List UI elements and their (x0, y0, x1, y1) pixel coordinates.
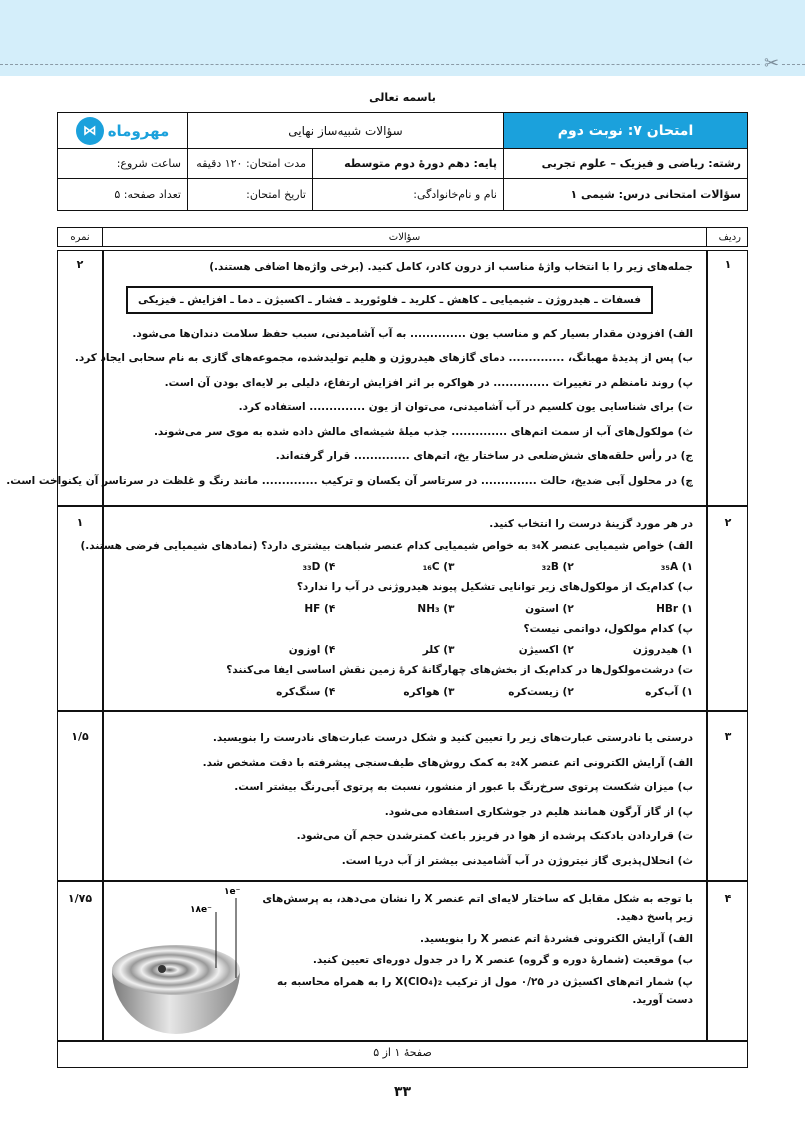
question-score: ۱/۵ (71, 730, 89, 743)
atom-shell-diagram (104, 882, 250, 1038)
question-intro: در هر مورد گزینهٔ درست را انتخاب کنید. (489, 518, 693, 530)
question-score: ۲ (76, 258, 84, 271)
student-name: نام و نام‌خانوادگی: (312, 178, 504, 211)
statement: ب) میزان شکست پرتوی سرخ‌رنگ با عبور از منشور، نسبت به پرتوی آبی‌رنگ بیشتر است. (234, 781, 693, 793)
option[interactable]: ۱) آب‌کره (645, 685, 693, 698)
part-question: ب) کدام‌یک از مولکول‌های زیر توانایی تشکیل پیوند هیدروژنی در آب را ندارد؟ (296, 581, 693, 593)
page-number: ۳۳ (393, 1084, 412, 1100)
divider (57, 1040, 748, 1042)
page-of: صفحهٔ ۱ از ۵ (373, 1046, 432, 1059)
sub-question: ب) موقعیت (شمارهٔ دوره و گروه) عنصر X را در جدول دوره‌ای تعیین کنید. (312, 954, 693, 966)
sentence: چ) در محلول آبی ضدیخ، حالت .............. در سرتاسر آن یکسان و ترکیب .............. مانند رنگ و غلظت در سرتاسر آن یکنواخت است. (6, 474, 693, 487)
option[interactable]: ۳) کلر (422, 644, 455, 656)
question-3 (103, 726, 693, 873)
grade: پایه: دهم دورهٔ دوم متوسطه (312, 148, 504, 179)
option[interactable]: ۲) استون (525, 602, 574, 615)
question-score: ۱ (76, 516, 84, 529)
scissors-icon: ✂ (764, 53, 780, 74)
option[interactable]: ۲) زیست‌کره (508, 685, 574, 698)
part-question: الف) خواص شیمیایی عنصر ₃₄X به خواص شیمیایی کدام عنصر شباهت بیشتری دارد؟ (نمادهای شیمیایی فرضی هستند.) (80, 539, 693, 552)
part-question: ت) درشت‌مولکول‌ها در کدام‌یک از بخش‌های چهارگانهٔ کرهٔ زمین نقش اساسی ایفا می‌کنند؟ (226, 664, 693, 676)
sub-question: پ) شمار اتم‌های اکسیژن در ۰/۲۵ مول از ترکیب X(ClO₄)₂ را به همراه محاسبه به دست آورید. (276, 975, 693, 1006)
field: رشته: ریاضی و فیزیک – علوم تجربی (503, 148, 748, 179)
option[interactable]: ۴) سنگ‌کره (276, 685, 336, 698)
option[interactable]: ۲) ₃₂B (541, 561, 574, 573)
question-intro: با توجه به شکل مقابل که ساختار لایه‌ای اتم عنصر X را نشان می‌دهد، به پرسش‌های زیر پاسخ دهید. (262, 893, 693, 923)
col-score: نمره (57, 227, 103, 247)
word-box: فسفات ـ هیدروژن ـ شیمیایی ـ کاهش ـ کلرید ـ فلوئورید ـ فشار ـ اکسیژن ـ دما ـ افزایش ـ فیزیکی (126, 286, 653, 314)
col-questions: سؤالات (102, 227, 707, 247)
option[interactable]: ۴) HF (304, 602, 336, 615)
statement: پ) از گاز آرگون همانند هلیم در جوشکاری استفاده می‌شود. (384, 805, 693, 818)
statement: ت) قراردادن بادکنک پرشده از هوا در فریزر باعث کمترشدن حجم آن می‌شود. (296, 830, 693, 842)
option[interactable]: ۴) اوزون (288, 644, 336, 656)
divider (57, 505, 748, 507)
col-row: ردیف (706, 227, 748, 247)
sub-question: الف) آرایش الکترونی فشردهٔ اتم عنصر X را بنویسید. (420, 932, 693, 945)
duration: مدت امتحان: ۱۲۰ دقیقه (187, 148, 313, 179)
logo (57, 112, 188, 149)
question-4 (253, 887, 693, 1012)
option[interactable]: ۱) HBr (656, 602, 693, 615)
exam-date: تاریخ امتحان: (187, 178, 313, 211)
question-number: ۴ (724, 892, 732, 905)
option[interactable]: ۱) هیدروژن (632, 644, 693, 656)
question-intro: درستی یا نادرستی عبارت‌های زیر را تعیین کنید و شکل درست عبارت‌های نادرست را بنویسید. (212, 732, 693, 744)
question-1 (6, 255, 693, 493)
question-number: ۲ (724, 516, 732, 529)
option[interactable]: ۲) اکسیژن (518, 644, 574, 656)
inner-shell-label: ۱۸e⁻ (190, 905, 212, 915)
subject: سؤالات امتحانی درس: شیمی ۱ (503, 178, 748, 211)
part-question: پ) کدام مولکول، دواتمی نیست؟ (523, 622, 693, 635)
sentence: ب) پس از پدیدهٔ مهبانگ، .............. دمای گازهای هیدروژن و هلیم تولیدشده، مجموعه‌های گازی به نام سحابی ایجاد کرد. (74, 352, 693, 364)
sentence: پ) روند نامنظم در تغییرات .............. در هواکره بر اثر افزایش ارتفاع، دلیلی بر لایه‌ای بودن آن است. (164, 376, 693, 389)
divider (706, 250, 708, 1040)
question-2 (80, 514, 693, 702)
question-number: ۳ (724, 730, 732, 743)
divider (57, 710, 748, 712)
option[interactable]: ۳) NH₃ (417, 602, 455, 615)
question-number: ۱ (724, 258, 732, 271)
invocation: باسمه تعالی (369, 91, 436, 104)
outer-shell-label: ۱e⁻ (224, 887, 241, 897)
sentence: الف) افزودن مقدار بسیار کم و مناسب یون .............. به آب آشامیدنی، سبب حفظ سلامت دندان‌ها می‌شود. (132, 327, 693, 340)
logo-text: مهروماه (107, 121, 170, 140)
statement: ث) انحلال‌پذیری گاز نیتروژن در آب آشامیدنی بیشتر از آب دریا است. (341, 854, 693, 867)
option[interactable]: ۳) هواکره (403, 685, 455, 698)
sentence: ج) در رأس حلقه‌های شش‌ضلعی در ساختار یخ، اتم‌های .............. قرار گرفته‌اند. (275, 450, 693, 462)
option[interactable]: ۴) ₃₃D (302, 561, 336, 573)
options (216, 599, 693, 619)
option[interactable]: ۳) ₁₆C (422, 561, 455, 573)
question-score: ۱/۷۵ (67, 892, 93, 905)
electron-shells (112, 945, 240, 995)
subtitle: سؤالات شبیه‌ساز نهایی (187, 112, 504, 149)
cut-line (0, 64, 805, 65)
page-count: تعداد صفحه: ۵ (57, 178, 188, 211)
options (216, 682, 693, 702)
start-time: ساعت شروع: (57, 148, 188, 179)
question-intro: جمله‌های زیر را با انتخاب واژهٔ مناسب از درون کادر، کامل کنید. (برخی واژه‌ها اضافی هستند.) (209, 261, 693, 273)
nucleus (158, 965, 166, 973)
butterfly-icon: ⋈ (76, 117, 104, 145)
option[interactable]: ۱) ₃₅A (660, 561, 693, 573)
statement: الف) آرایش الکترونی اتم عنصر ₂₄X به کمک روش‌های طیف‌سنجی پیشرفته با دقت مشخص شد. (202, 756, 693, 769)
exam-title: امتحان ۷: نوبت دوم (503, 112, 748, 149)
options (216, 640, 693, 660)
sentence: ت) برای شناسایی یون کلسیم در آب آشامیدنی، می‌توان از یون .............. استفاده کرد. (238, 401, 693, 413)
options (216, 557, 693, 577)
sentence: ث) مولکول‌های آب از سمت اتم‌های .............. جذب میلهٔ شیشه‌ای مالش داده شده به موی سر می‌شوند. (153, 425, 693, 438)
